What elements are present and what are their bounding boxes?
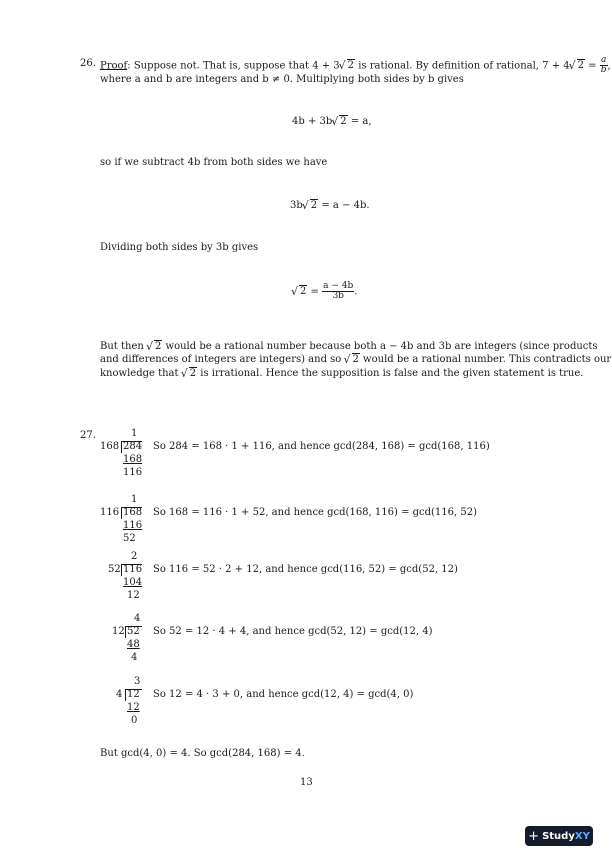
text-divide: Dividing both sides by 3b gives (100, 242, 259, 253)
long-division-step-3: 2 52 116 104 12 (108, 551, 143, 601)
sqrt-2: √ 2 (570, 60, 585, 72)
conclusion-line-2: and differences of integers are integers) and so √ 2 would be a rational number. This contradicts our (100, 354, 611, 366)
plus-icon: + (528, 828, 540, 844)
step-5-explanation: So 12 = 4 · 3 + 0, and hence gcd(12, 4) = gcd(4, 0) (153, 689, 414, 700)
step-1-explanation: So 284 = 168 · 1 + 116, and hence gcd(284, 168) = gcd(168, 116) (153, 441, 490, 452)
step-4-explanation: So 52 = 12 · 4 + 4, and hence gcd(52, 12) = gcd(12, 4) (153, 626, 433, 637)
text-subtract: so if we subtract 4b from both sides we have (100, 157, 328, 168)
problem-27-number: 27. (80, 430, 96, 441)
step-3-explanation: So 116 = 52 · 2 + 12, and hence gcd(116, 52) = gcd(52, 12) (153, 564, 458, 575)
long-division-step-4: 4 12 52 48 4 (112, 613, 141, 663)
long-division-step-5: 3 4 12 12 0 (116, 676, 141, 726)
conclusion-line-1: But then √ 2 would be a rational number because both a − 4b and 3b are integers (since products (100, 341, 598, 353)
conclusion-line-3: knowledge that √ 2 is irrational. Hence the supposition is false and the given statement is true. (100, 368, 583, 380)
page-number: 13 (300, 777, 313, 788)
problem-26-number: 26. (80, 58, 96, 69)
sqrt-2: √ 2 (340, 60, 355, 72)
final-result: But gcd(4, 0) = 4. So gcd(284, 168) = 4. (100, 748, 305, 759)
step-2-explanation: So 168 = 116 · 1 + 52, and hence gcd(168, 116) = gcd(116, 52) (153, 507, 478, 518)
problem-26-line-1: Proof: Suppose not. That is, suppose that 4 + 3√ 2 is rational. By definition of rational, 7 + 4√ 2 = $\frac{a}{b}$ , (100, 56, 611, 76)
problem-26-line-2: where a and b are integers and b ≠ 0. Multiplying both sides by b gives (100, 74, 464, 85)
equation-1: 4b + 3b√ 2 = a, (292, 116, 372, 128)
long-division-step-2: 1 116 168 116 52 (100, 494, 143, 544)
fraction-a-over-b: $\frac{a}{b}$ (600, 55, 607, 76)
studyxy-logo[interactable]: + StudyXY (525, 826, 593, 846)
long-division-step-1: 1 168 284 168 116 (100, 428, 143, 478)
equation-2: 3b√ 2 = a − 4b. (290, 200, 370, 212)
equation-3: √ 2 = $\frac{a - 4b}{3b}$ . (292, 282, 357, 302)
proof-label: Proof (100, 60, 128, 72)
